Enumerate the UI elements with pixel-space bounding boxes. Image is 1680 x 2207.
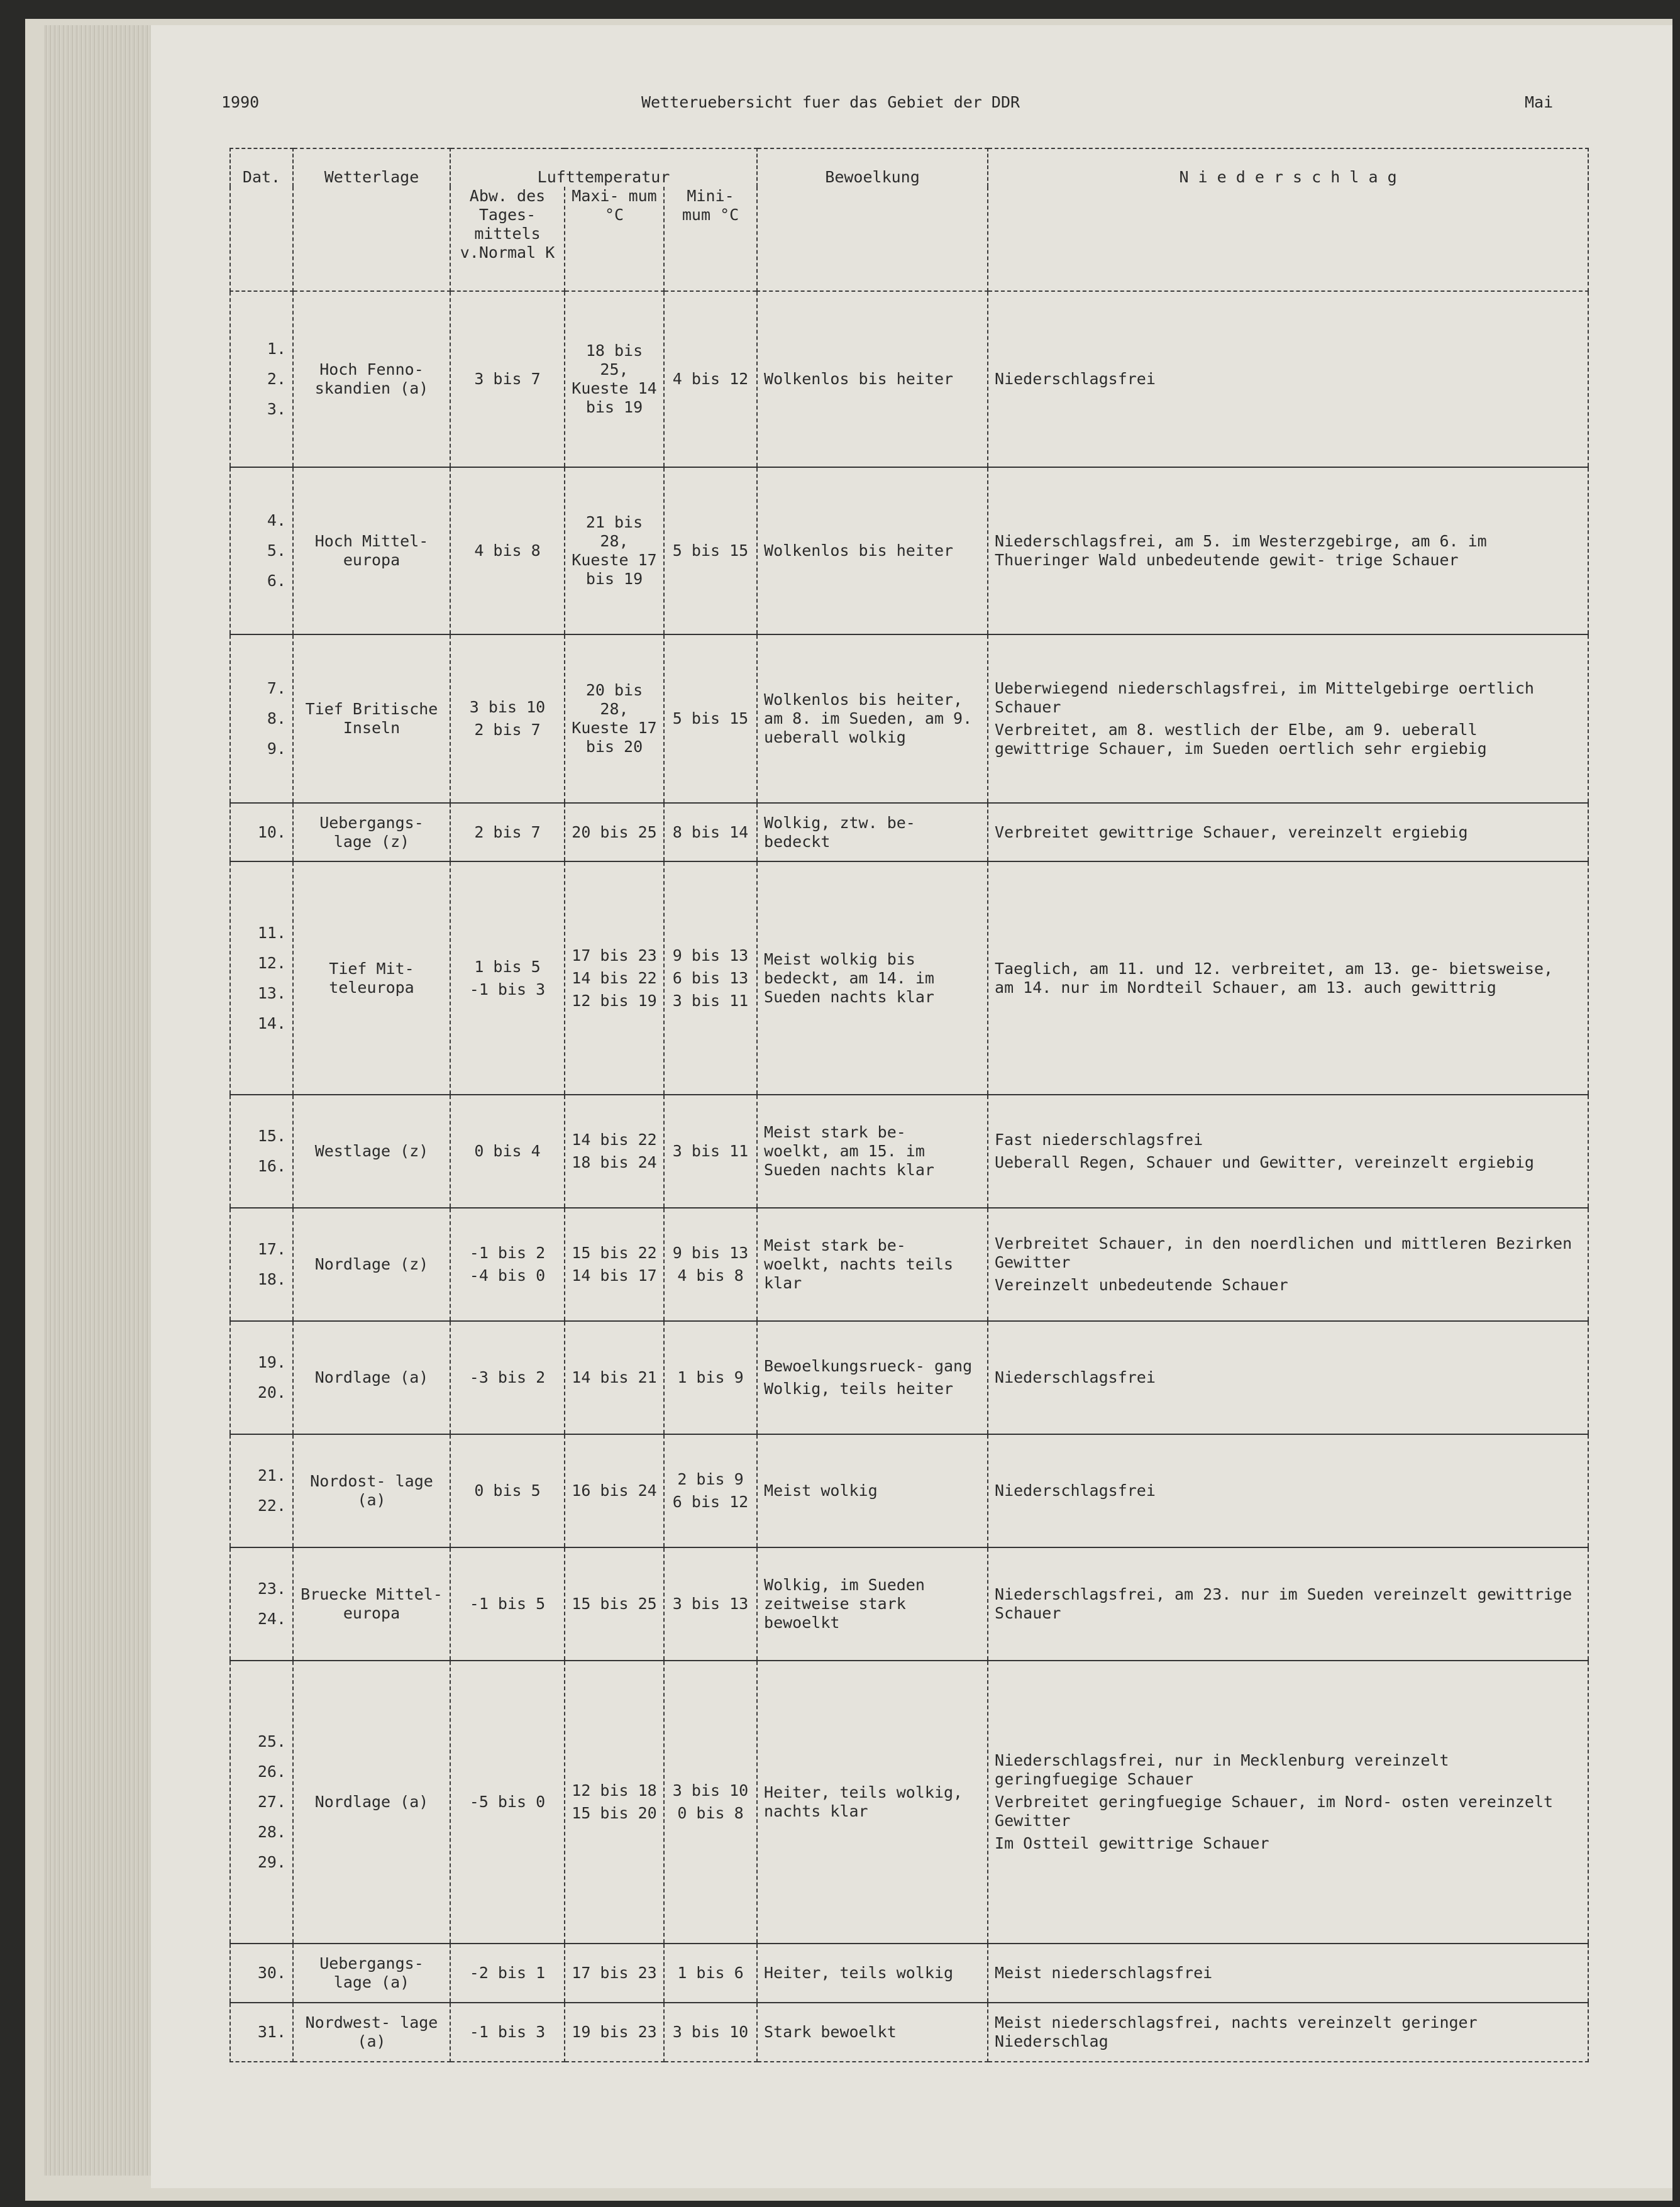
row-wetterlage: Nordwest- lage (a) xyxy=(293,2003,450,2062)
cell-segment: 12 bis 18 xyxy=(572,1781,657,1800)
row-days xyxy=(230,634,293,803)
cell-segment: Niederschlagsfrei, nur in Mecklenburg vereinzelt geringfuegige Schauer xyxy=(995,1751,1449,1788)
row-wetterlage: Nordost- lage (a) xyxy=(293,1434,450,1547)
table-row xyxy=(230,1321,1588,1434)
row-min: 1 bis 6 xyxy=(664,1944,757,2003)
day-number: 29. xyxy=(257,1853,286,1871)
row-wetterlage: Westlage (z) xyxy=(293,1095,450,1208)
col-dat-header: Dat. xyxy=(230,148,293,291)
table-row xyxy=(230,467,1588,634)
row-days xyxy=(230,1434,293,1547)
row-niederschlag: Niederschlagsfrei xyxy=(988,291,1588,467)
table-header-row xyxy=(230,148,1588,187)
row-abw xyxy=(450,634,565,803)
row-max: 20 bis 25 xyxy=(565,803,664,861)
cell-segment: 6 bis 13 xyxy=(672,968,749,987)
col-bewoelkung-header: Bewoelkung xyxy=(757,148,988,291)
day-number: 25. xyxy=(257,1732,286,1751)
cell-segment: 18 bis 24 xyxy=(572,1153,657,1171)
row-days xyxy=(230,861,293,1095)
day-number: 20. xyxy=(257,1383,286,1402)
row-abw: 0 bis 5 xyxy=(450,1434,565,1547)
row-bewoelkung: Meist wolkig xyxy=(757,1434,988,1547)
row-abw: -5 bis 0 xyxy=(450,1661,565,1944)
cell-segment: Ueberall Regen, Schauer und Gewitter, vereinzelt ergiebig xyxy=(995,1153,1534,1171)
day-number: 24. xyxy=(257,1610,286,1628)
col-max-header: Maxi- mum °C xyxy=(565,187,664,291)
day-number: 21. xyxy=(257,1466,286,1485)
row-abw: -3 bis 2 xyxy=(450,1321,565,1434)
row-niederschlag xyxy=(988,634,1588,803)
row-min: 8 bis 14 xyxy=(664,803,757,861)
row-max: 15 bis 25 xyxy=(565,1547,664,1661)
day-number: 31. xyxy=(257,2023,286,2041)
day-number: 26. xyxy=(257,1762,286,1781)
cell-segment: -1 bis 2 xyxy=(469,1244,546,1262)
col-wetterlage-header: Wetterlage xyxy=(293,148,450,291)
row-niederschlag: Niederschlagsfrei xyxy=(988,1434,1588,1547)
cell-segment: 14 bis 22 xyxy=(572,968,657,987)
day-number: 11. xyxy=(257,923,286,942)
day-number: 1. xyxy=(267,340,286,358)
row-niederschlag xyxy=(988,1661,1588,1944)
cell-segment: 4 bis 8 xyxy=(677,1266,744,1285)
header-year: 1990 xyxy=(221,93,260,111)
row-bewoelkung: Wolkenlos bis heiter xyxy=(757,467,988,634)
row-min: 3 bis 10 xyxy=(664,2003,757,2062)
page-stack-edge xyxy=(44,25,154,2176)
row-days xyxy=(230,291,293,467)
row-max xyxy=(565,1661,664,1944)
cell-segment: 2 bis 7 xyxy=(474,721,541,739)
day-number: 18. xyxy=(257,1270,286,1288)
day-number: 7. xyxy=(267,679,286,697)
row-niederschlag: Taeglich, am 11. und 12. verbreitet, am 13. ge- bietsweise, am 14. nur im Nordteil Schauer, am 13. auch gewittrig xyxy=(988,861,1588,1095)
cell-segment: 15 bis 22 xyxy=(572,1244,657,1262)
row-bewoelkung: Meist stark be- woelkt, am 15. im Sueden nachts klar xyxy=(757,1095,988,1208)
row-max xyxy=(565,861,664,1095)
weather-table xyxy=(229,148,1589,2062)
row-bewoelkung: Stark bewoelkt xyxy=(757,2003,988,2062)
day-number: 5. xyxy=(267,541,286,560)
row-niederschlag: Meist niederschlagsfrei, nachts vereinzelt geringer Niederschlag xyxy=(988,2003,1588,2062)
cell-segment: 9 bis 13 xyxy=(672,946,749,965)
row-abw xyxy=(450,861,565,1095)
day-number: 4. xyxy=(267,511,286,529)
row-bewoelkung: Heiter, teils wolkig, nachts klar xyxy=(757,1661,988,1944)
row-niederschlag xyxy=(988,1208,1588,1321)
row-bewoelkung: Meist wolkig bis bedeckt, am 14. im Sueden nachts klar xyxy=(757,861,988,1095)
day-number: 12. xyxy=(257,953,286,972)
table-row xyxy=(230,803,1588,861)
row-bewoelkung: Wolkig, ztw. be- bedeckt xyxy=(757,803,988,861)
day-number: 30. xyxy=(257,1964,286,1982)
cell-segment: 6 bis 12 xyxy=(672,1493,749,1511)
row-wetterlage: Uebergangs- lage (a) xyxy=(293,1944,450,2003)
row-wetterlage: Uebergangs- lage (z) xyxy=(293,803,450,861)
row-max: 16 bis 24 xyxy=(565,1434,664,1547)
day-number: 15. xyxy=(257,1127,286,1145)
day-number: 14. xyxy=(257,1014,286,1032)
day-number: 8. xyxy=(267,709,286,727)
row-bewoelkung: Meist stark be- woelkt, nachts teils klar xyxy=(757,1208,988,1321)
row-days xyxy=(230,803,293,861)
row-bewoelkung: Wolkenlos bis heiter xyxy=(757,291,988,467)
row-wetterlage: Tief Britische Inseln xyxy=(293,634,450,803)
row-max: 21 bis 28, Kueste 17 bis 19 xyxy=(565,467,664,634)
row-wetterlage: Nordlage (a) xyxy=(293,1661,450,1944)
row-abw: 4 bis 8 xyxy=(450,467,565,634)
row-days xyxy=(230,1321,293,1434)
cell-segment: 15 bis 20 xyxy=(572,1804,657,1822)
cell-segment: -1 bis 3 xyxy=(469,980,546,998)
cell-segment: Ueberwiegend niederschlagsfrei, im Mittelgebirge oertlich Schauer xyxy=(995,679,1534,716)
cell-segment: Bewoelkungsrueck- gang xyxy=(764,1357,973,1375)
row-days xyxy=(230,1944,293,2003)
row-min xyxy=(664,861,757,1095)
row-days xyxy=(230,1095,293,1208)
row-days xyxy=(230,467,293,634)
col-lufttemperatur-header: Lufttemperatur xyxy=(450,148,757,187)
cell-segment: Verbreitet, am 8. westlich der Elbe, am 9. ueberall gewittrige Schauer, im Sueden oertlich sehr ergiebig xyxy=(995,721,1487,758)
day-number: 22. xyxy=(257,1496,286,1515)
day-number: 3. xyxy=(267,400,286,418)
cell-segment: Verbreitet Schauer, in den noerdlichen und mittleren Bezirken Gewitter xyxy=(995,1234,1572,1271)
cell-segment: 3 bis 10 xyxy=(469,698,546,716)
day-number: 16. xyxy=(257,1157,286,1175)
cell-segment: 14 bis 22 xyxy=(572,1131,657,1149)
row-max xyxy=(565,1208,664,1321)
row-max: 17 bis 23 xyxy=(565,1944,664,2003)
row-min: 3 bis 11 xyxy=(664,1095,757,1208)
row-niederschlag: Verbreitet gewittrige Schauer, vereinzelt ergiebig xyxy=(988,803,1588,861)
row-bewoelkung: Wolkig, im Sueden zeitweise stark bewoelkt xyxy=(757,1547,988,1661)
row-days xyxy=(230,2003,293,2062)
row-min: 4 bis 12 xyxy=(664,291,757,467)
cell-segment: 17 bis 23 xyxy=(572,946,657,965)
row-min: 1 bis 9 xyxy=(664,1321,757,1434)
row-wetterlage: Bruecke Mittel- europa xyxy=(293,1547,450,1661)
row-min xyxy=(664,1208,757,1321)
table-row xyxy=(230,1434,1588,1547)
day-number: 2. xyxy=(267,370,286,388)
row-bewoelkung: Heiter, teils wolkig xyxy=(757,1944,988,2003)
cell-segment: Wolkig, teils heiter xyxy=(764,1380,954,1398)
cell-segment: 14 bis 17 xyxy=(572,1266,657,1285)
cell-segment: 0 bis 8 xyxy=(677,1804,744,1822)
row-wetterlage: Nordlage (a) xyxy=(293,1321,450,1434)
cell-segment: 12 bis 19 xyxy=(572,991,657,1010)
table-row xyxy=(230,1547,1588,1661)
cell-segment: Verbreitet geringfuegige Schauer, im Nord- osten vereinzelt Gewitter xyxy=(995,1793,1554,1830)
row-niederschlag: Niederschlagsfrei, am 5. im Westerzgebirge, am 6. im Thueringer Wald unbedeutende gewit- trige Schauer xyxy=(988,467,1588,634)
table-row xyxy=(230,1944,1588,2003)
row-min: 5 bis 15 xyxy=(664,634,757,803)
day-number: 27. xyxy=(257,1793,286,1811)
row-min xyxy=(664,1434,757,1547)
day-number: 13. xyxy=(257,983,286,1002)
row-max: 20 bis 28, Kueste 17 bis 20 xyxy=(565,634,664,803)
day-number: 6. xyxy=(267,572,286,590)
cell-segment: Im Ostteil gewittrige Schauer xyxy=(995,1834,1269,1852)
row-wetterlage: Hoch Fenno- skandien (a) xyxy=(293,291,450,467)
cell-segment: 1 bis 5 xyxy=(474,957,541,976)
day-number: 17. xyxy=(257,1240,286,1258)
day-number: 19. xyxy=(257,1353,286,1371)
row-abw: -2 bis 1 xyxy=(450,1944,565,2003)
row-days xyxy=(230,1547,293,1661)
cell-segment: 3 bis 11 xyxy=(672,991,749,1010)
row-niederschlag xyxy=(988,1095,1588,1208)
row-max: 14 bis 21 xyxy=(565,1321,664,1434)
row-abw: 0 bis 4 xyxy=(450,1095,565,1208)
row-min: 5 bis 15 xyxy=(664,467,757,634)
cell-segment: Vereinzelt unbedeutende Schauer xyxy=(995,1276,1288,1294)
cell-segment: Fast niederschlagsfrei xyxy=(995,1131,1203,1149)
row-niederschlag: Niederschlagsfrei xyxy=(988,1321,1588,1434)
row-bewoelkung: Wolkenlos bis heiter, am 8. im Sueden, am 9. ueberall wolkig xyxy=(757,634,988,803)
col-min-header: Mini- mum °C xyxy=(664,187,757,291)
day-number: 28. xyxy=(257,1823,286,1841)
day-number: 9. xyxy=(267,739,286,758)
day-number: 23. xyxy=(257,1579,286,1598)
header-title: Wetteruebersicht fuer das Gebiet der DDR xyxy=(641,93,1020,111)
table-row xyxy=(230,1095,1588,1208)
day-number: 10. xyxy=(257,822,286,841)
row-max xyxy=(565,1095,664,1208)
table-row xyxy=(230,634,1588,803)
row-niederschlag: Meist niederschlagsfrei xyxy=(988,1944,1588,2003)
row-abw: -1 bis 5 xyxy=(450,1547,565,1661)
row-abw: 2 bis 7 xyxy=(450,803,565,861)
row-abw: -1 bis 3 xyxy=(450,2003,565,2062)
row-abw: 3 bis 7 xyxy=(450,291,565,467)
row-min xyxy=(664,1661,757,1944)
row-abw xyxy=(450,1208,565,1321)
col-niederschlag-header: N i e d e r s c h l a g xyxy=(988,148,1588,291)
row-days xyxy=(230,1208,293,1321)
table-row xyxy=(230,861,1588,1095)
cell-segment: 9 bis 13 xyxy=(672,1244,749,1262)
col-abw-header: Abw. des Tages- mittels v.Normal K xyxy=(450,187,565,291)
row-wetterlage: Hoch Mittel- europa xyxy=(293,467,450,634)
table-row xyxy=(230,1661,1588,1944)
row-days xyxy=(230,1661,293,1944)
table-row xyxy=(230,2003,1588,2062)
cell-segment: -4 bis 0 xyxy=(469,1266,546,1285)
cell-segment: 3 bis 10 xyxy=(672,1781,749,1800)
row-wetterlage: Tief Mit- teleuropa xyxy=(293,861,450,1095)
row-max: 19 bis 23 xyxy=(565,2003,664,2062)
header-month: Mai xyxy=(1525,93,1554,111)
table-row xyxy=(230,1208,1588,1321)
row-niederschlag: Niederschlagsfrei, am 23. nur im Sueden vereinzelt gewittrige Schauer xyxy=(988,1547,1588,1661)
row-bewoelkung xyxy=(757,1321,988,1434)
row-max: 18 bis 25, Kueste 14 bis 19 xyxy=(565,291,664,467)
row-min: 3 bis 13 xyxy=(664,1547,757,1661)
table-row xyxy=(230,291,1588,467)
cell-segment: 2 bis 9 xyxy=(677,1470,744,1488)
row-wetterlage: Nordlage (z) xyxy=(293,1208,450,1321)
